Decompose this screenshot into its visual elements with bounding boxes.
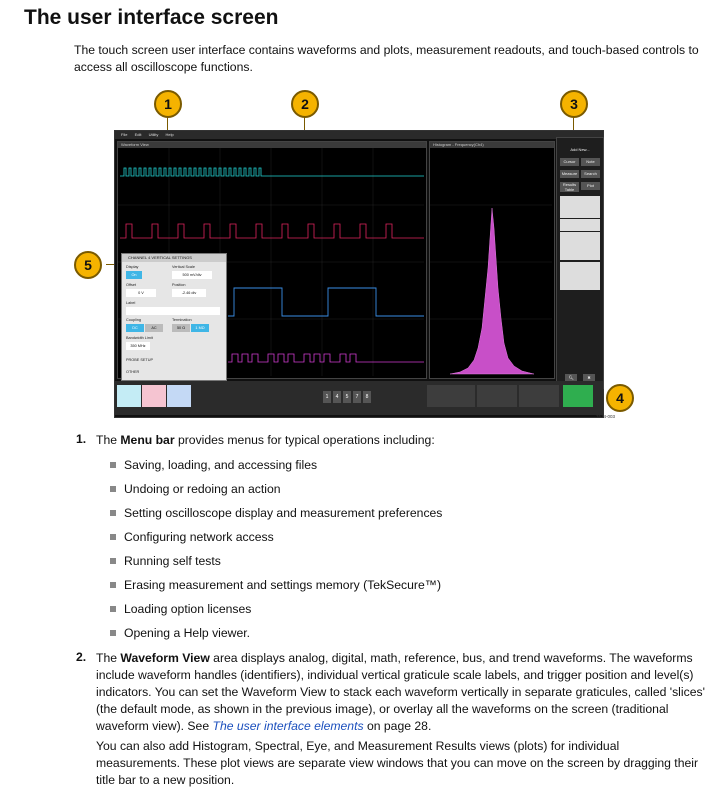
channel-vertical-settings-dialog (121, 253, 227, 381)
page-title: The user interface screen (24, 6, 279, 29)
item-2-number: 2. (76, 650, 87, 664)
position-label: Position (172, 283, 186, 287)
menu-bar-term: Menu bar (120, 433, 175, 447)
label-field[interactable] (126, 307, 220, 315)
menu-help[interactable]: Help (165, 132, 174, 137)
channel-key-7[interactable]: 7 (353, 391, 361, 403)
zoom-icon[interactable]: 🔍︎ (565, 374, 577, 382)
add-new-label: Add New... (563, 146, 597, 154)
ui-elements-link[interactable]: The user interface elements (212, 719, 364, 733)
callout-4: 4 (606, 384, 634, 412)
position-field[interactable]: -2.46 div (172, 289, 206, 297)
dialog-title: CHANNEL 4 VERTICAL SETTINGS (122, 254, 226, 262)
trigger-badge[interactable] (477, 385, 517, 407)
callout-5: 5 (74, 251, 102, 279)
bullet-marker (110, 558, 116, 564)
cursor-button[interactable]: Cursor (560, 158, 579, 166)
menu-file[interactable]: File (121, 132, 128, 137)
intro-paragraph: The touch screen user interface contains waveforms and plots, measurement readouts, and touch-based controls to access all oscilloscope functions. (74, 43, 699, 74)
ui-screenshot-figure (84, 86, 628, 426)
list-item: Opening a Help viewer. (124, 626, 251, 640)
histogram-view (429, 141, 555, 379)
probe-setup-row[interactable]: PROBE SETUP (126, 358, 154, 362)
display-toggle[interactable]: On (126, 271, 142, 279)
trash-icon[interactable]: ✖ (583, 374, 595, 382)
list-item: Loading option licenses (124, 602, 252, 616)
results-table-button[interactable]: Results Table (560, 182, 579, 192)
label-label: Label (126, 301, 136, 305)
measurement-badge[interactable] (560, 262, 600, 290)
coupling-dc-button[interactable]: DC (126, 324, 144, 332)
list-item: Running self tests (124, 554, 221, 568)
coupling-ac-button[interactable]: AC (145, 324, 163, 332)
list-item: Undoing or redoing an action (124, 482, 281, 496)
waveform-view-title: Waveform View (118, 142, 426, 148)
measure-button[interactable]: Measure (561, 171, 578, 176)
settings-bar (115, 381, 603, 415)
termination-1m-button[interactable]: 1 MΩ (191, 324, 209, 332)
display-label: Display (126, 265, 139, 269)
list-item: Saving, loading, and accessing files (124, 458, 318, 472)
bullet-marker (110, 534, 116, 540)
channel-key-1[interactable]: 1 (323, 391, 331, 403)
list-item: Erasing measurement and settings memory (TekSecure™) (124, 578, 441, 592)
waveform-view-term: Waveform View (120, 651, 210, 665)
callout-2: 2 (291, 90, 319, 118)
measurement-badge[interactable] (560, 232, 600, 260)
plot-button[interactable]: Plot (581, 182, 600, 190)
bullet-marker (110, 582, 116, 588)
vertical-scale-field[interactable]: 500 mV/div (172, 271, 212, 279)
channel-key-4[interactable]: 4 (333, 391, 341, 403)
channel-key-5[interactable]: 5 (343, 391, 351, 403)
item-1-number: 1. (76, 432, 87, 446)
list-item: Setting oscilloscope display and measurement preferences (124, 506, 443, 520)
callout-3: 3 (560, 90, 588, 118)
channel-badge-2[interactable] (142, 385, 166, 407)
histogram-title: Histogram - Frequency(Ch4) (430, 142, 554, 148)
termination-50-button[interactable]: 50 Ω (172, 324, 190, 332)
results-bar (556, 137, 604, 389)
channel-key-8[interactable]: 8 (363, 391, 371, 403)
measurement-badge[interactable] (560, 219, 600, 231)
coupling-label: Coupling (126, 318, 141, 322)
termination-label: Termination (172, 318, 192, 322)
menu-utility[interactable]: Utility (148, 132, 159, 137)
run-status-badge[interactable] (563, 385, 593, 407)
offset-field[interactable]: 0 V (126, 289, 156, 297)
channel-badge-1[interactable] (117, 385, 141, 407)
bullet-marker (110, 462, 116, 468)
bullet-marker (110, 486, 116, 492)
callout-1: 1 (154, 90, 182, 118)
search-button[interactable]: Search (581, 170, 600, 178)
list-item: Configuring network access (124, 530, 274, 544)
channel-badge-3[interactable] (167, 385, 191, 407)
item-1-text: The Menu bar provides menus for typical operations including: (96, 433, 435, 447)
bullet-marker (110, 630, 116, 636)
measurement-badge[interactable] (560, 196, 600, 218)
menu-edit[interactable]: Edit (134, 132, 142, 137)
bullet-marker (110, 606, 116, 612)
horizontal-badge[interactable] (427, 385, 475, 407)
acquisition-badge[interactable] (519, 385, 559, 407)
bandwidth-limit-select[interactable]: 350 MHz (126, 342, 150, 350)
item-2-text: The Waveform View area displays analog, digital, math, reference, bus, and trend waveforms. The waveforms include waveform handles (identifiers), individual vertical graticule scale labels, and trigger position and level(s) indicators. You can set the Waveform View to stack each waveform vertically in separate graticules, called 'slices' (the default mode, as shown in the previous image), or overlay all the waveforms on the screen (traditional waveform view). See The user interface elements on page 28. (96, 651, 705, 733)
note-button[interactable]: Note (581, 158, 600, 166)
item-2-paragraph: You can also add Histogram, Spectral, Eye, and Measurement Results views (plots) for individual measurements. These plot views are separate view windows that you can move on the screen by dragging their title bar to a new position. (96, 739, 699, 787)
offset-label: Offset (126, 283, 137, 287)
figure-code: 3514-003 (596, 414, 616, 419)
other-row[interactable]: OTHER (126, 370, 140, 374)
bandwidth-limit-label: Bandwidth Limit (126, 336, 153, 340)
bullet-marker (110, 510, 116, 516)
histogram-plot (430, 148, 552, 376)
vertical-scale-label: Vertical Scale (172, 265, 196, 269)
menu-bar (115, 131, 603, 139)
oscilloscope-screen (114, 130, 604, 418)
